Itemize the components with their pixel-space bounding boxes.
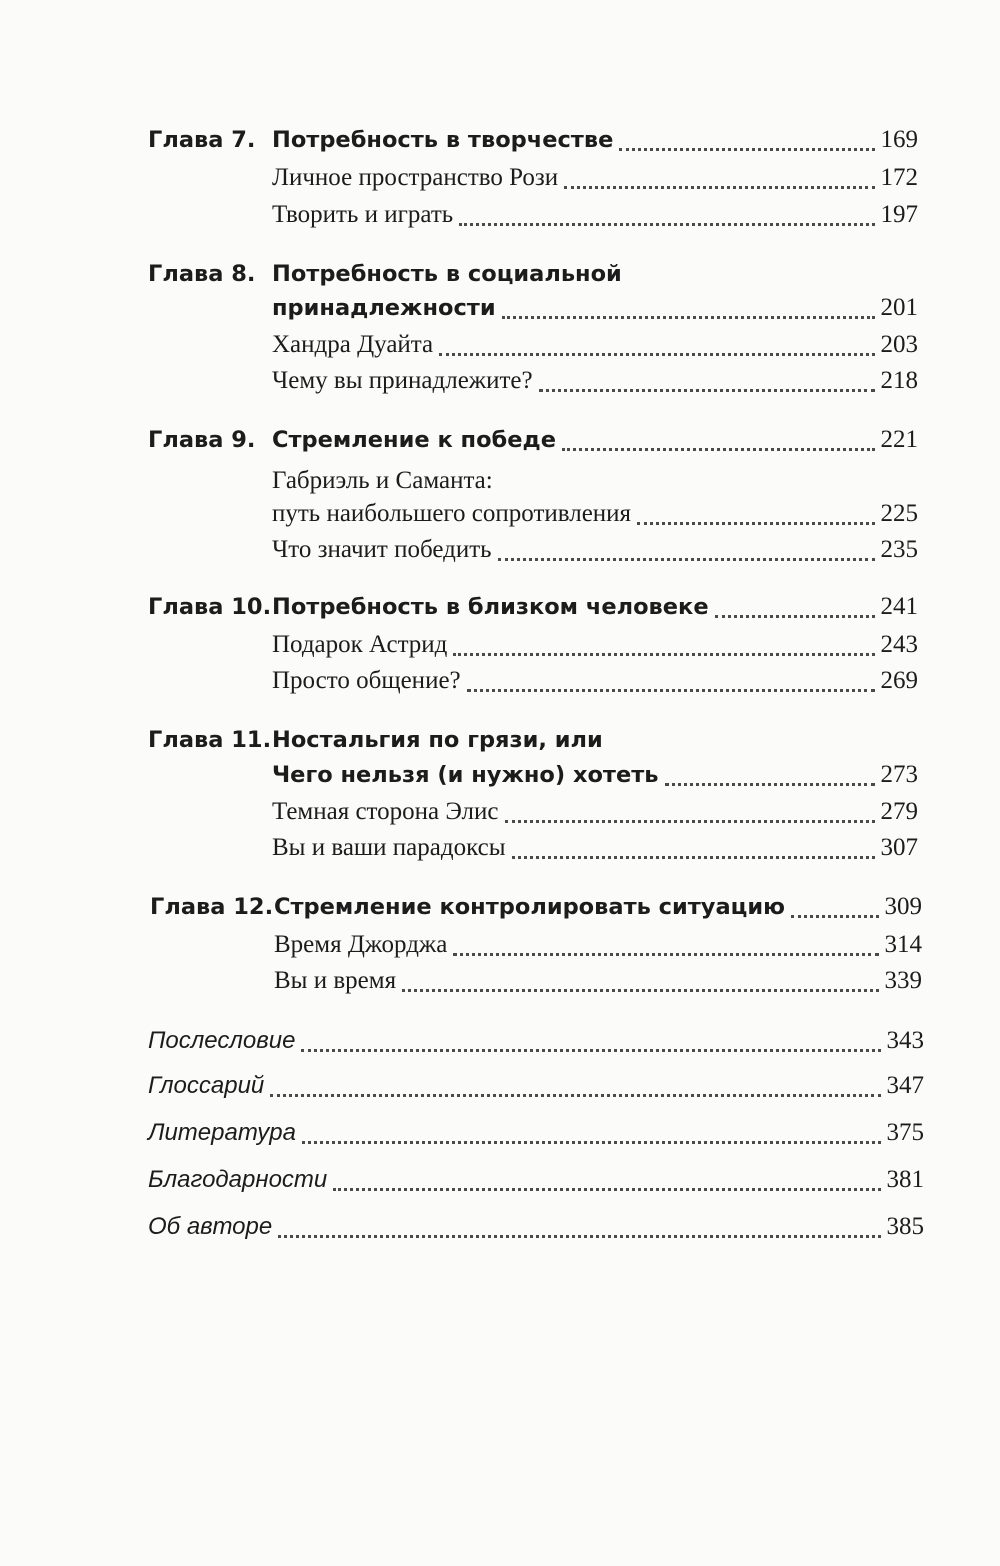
- section-title: Вы и ваши парадоксы: [272, 834, 506, 861]
- page-number: 225: [880, 500, 918, 527]
- toc-entry[interactable]: [272, 325, 918, 365]
- section-title: Подарок Астрид: [272, 631, 448, 658]
- page-number: 243: [880, 631, 918, 658]
- page-number: 269: [880, 667, 918, 694]
- dot-leader: [270, 1093, 880, 1097]
- toc-entry-literature[interactable]: [148, 1113, 924, 1153]
- page-number: 347: [886, 1072, 924, 1099]
- page-number: 314: [884, 931, 922, 958]
- page-number: 279: [880, 798, 918, 825]
- page-number: 273: [880, 761, 918, 788]
- section-title: Что значит победить: [272, 536, 492, 563]
- back-matter-title: Литература: [148, 1119, 296, 1146]
- page-number: 339: [884, 967, 922, 994]
- toc-entry[interactable]: [274, 925, 922, 965]
- chapter-label: Глава 9.: [148, 427, 256, 453]
- toc-entry-acknowledgements[interactable]: [148, 1160, 924, 1200]
- chapter-title: Чего нельзя (и нужно) хотеть: [272, 762, 659, 788]
- section-title-line1: Габриэль и Саманта:: [272, 467, 493, 494]
- dot-leader: [562, 447, 875, 451]
- dot-leader: [278, 1234, 880, 1238]
- chapter-title-line1: Ностальгия по грязи, или: [272, 727, 603, 753]
- dot-leader: [791, 914, 879, 918]
- dot-leader: [459, 222, 874, 226]
- toc-entry[interactable]: [274, 961, 922, 1001]
- toc-entry-chapter-12[interactable]: [274, 887, 922, 927]
- dot-leader: [505, 819, 875, 823]
- dot-leader: [333, 1187, 880, 1191]
- dot-leader: [512, 855, 875, 859]
- back-matter-title: Послесловие: [148, 1027, 296, 1054]
- chapter-label: Глава 10.: [148, 594, 272, 620]
- section-title: Творить и играть: [272, 201, 454, 228]
- page-number: 385: [886, 1213, 924, 1240]
- chapter-title: Потребность в близком человеке: [272, 594, 709, 620]
- page-number: 201: [880, 294, 918, 321]
- toc-entry-afterword[interactable]: [148, 1021, 924, 1061]
- dot-leader: [453, 952, 878, 956]
- toc-entry[interactable]: [272, 661, 918, 701]
- page-number: 309: [884, 893, 922, 920]
- toc-entry[interactable]: [272, 792, 918, 832]
- back-matter-title: Благодарности: [148, 1166, 328, 1193]
- toc-entry[interactable]: [272, 625, 918, 665]
- section-title: путь наибольшего сопротивления: [272, 500, 632, 527]
- section-title: Время Джорджа: [274, 931, 448, 958]
- dot-leader: [502, 315, 875, 319]
- toc-entry-about-author[interactable]: [148, 1207, 924, 1247]
- section-title: Личное пространство Рози: [272, 164, 559, 191]
- chapter-label: Глава 8.: [148, 261, 256, 287]
- section-title: Вы и время: [274, 967, 397, 994]
- toc-entry[interactable]: [272, 158, 918, 198]
- toc-entry-chapter-7[interactable]: [272, 120, 918, 160]
- dot-leader: [665, 782, 875, 786]
- section-title: Темная сторона Элис: [272, 798, 499, 825]
- back-matter-title: Глоссарий: [148, 1072, 265, 1099]
- page-number: 343: [886, 1027, 924, 1054]
- page-number: 381: [886, 1166, 924, 1193]
- dot-leader: [467, 688, 875, 692]
- page-number: 235: [880, 536, 918, 563]
- section-title: Хандра Дуайта: [272, 331, 434, 358]
- page-number: 169: [880, 126, 918, 153]
- back-matter-title: Об авторе: [148, 1213, 273, 1240]
- dot-leader: [539, 388, 875, 392]
- dot-leader: [402, 988, 878, 992]
- chapter-label: Глава 12.: [150, 894, 274, 920]
- chapter-label: Глава 11.: [148, 727, 272, 753]
- page-number: 197: [880, 201, 918, 228]
- chapter-title: принадлежности: [272, 295, 496, 321]
- page-number: 375: [886, 1119, 924, 1146]
- page-number: 221: [880, 426, 918, 453]
- toc-entry-chapter-10[interactable]: [272, 587, 918, 627]
- toc-entry[interactable]: [272, 361, 918, 401]
- chapter-title-line1: Потребность в социальной: [272, 261, 622, 287]
- dot-leader: [302, 1140, 881, 1144]
- dot-leader: [564, 185, 874, 189]
- dot-leader: [498, 557, 875, 561]
- toc-entry-chapter-9[interactable]: [272, 420, 918, 460]
- dot-leader: [619, 147, 874, 151]
- toc-entry[interactable]: [272, 530, 918, 570]
- toc-entry[interactable]: [272, 828, 918, 868]
- toc-entry-chapter-8[interactable]: [272, 288, 918, 328]
- section-title: Чему вы принадлежите?: [272, 367, 533, 394]
- chapter-title: Стремление контролировать ситуацию: [274, 894, 785, 920]
- page-number: 218: [880, 367, 918, 394]
- dot-leader: [301, 1048, 880, 1052]
- toc-entry-glossary[interactable]: [148, 1066, 924, 1106]
- chapter-title: Потребность в творчестве: [272, 127, 614, 153]
- toc-entry[interactable]: [272, 494, 918, 534]
- dot-leader: [637, 521, 874, 525]
- toc-entry-chapter-11[interactable]: [272, 755, 918, 795]
- chapter-label: Глава 7.: [148, 127, 256, 153]
- page-number: 203: [880, 331, 918, 358]
- dot-leader: [715, 614, 875, 618]
- page-number: 307: [880, 834, 918, 861]
- dot-leader: [453, 652, 874, 656]
- section-title: Просто общение?: [272, 667, 461, 694]
- chapter-title: Стремление к победе: [272, 427, 556, 453]
- dot-leader: [439, 352, 874, 356]
- page-number: 241: [880, 593, 918, 620]
- page-number: 172: [880, 164, 918, 191]
- toc-entry[interactable]: [272, 195, 918, 235]
